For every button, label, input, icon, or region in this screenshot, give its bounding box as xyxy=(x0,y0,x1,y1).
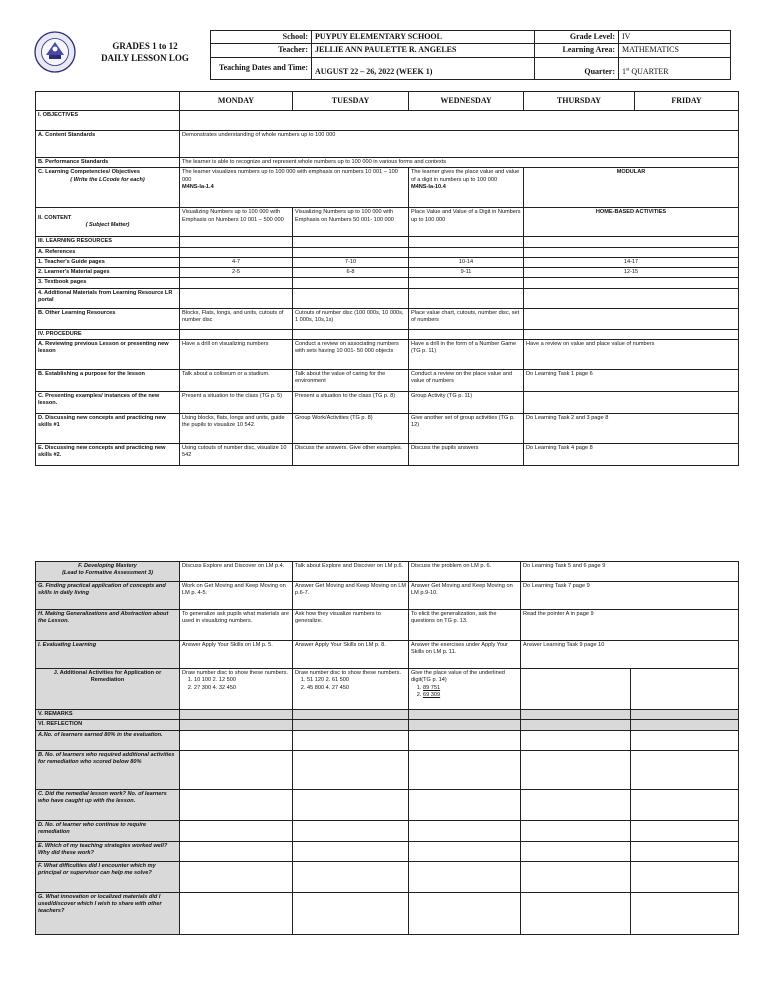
teachers-guide-label: 1. Teacher's Guide pages xyxy=(36,257,180,267)
procedure-f-tuesday: Talk about Explore and Discover on LM p.6. xyxy=(293,562,409,582)
competencies-label xyxy=(36,168,180,208)
reflection-a-label: A.No. of learners earned 80% in the evaluation. xyxy=(36,730,180,750)
procedure-j-wednesday-item2: 2. 69 309 xyxy=(423,692,518,699)
content-label-line2: ( Subject Matter) xyxy=(85,222,130,229)
content-label xyxy=(36,208,180,237)
day-header-wednesday: WEDNESDAY xyxy=(409,92,524,111)
procedure-b-monday: Talk about a coliseum or a stadium. xyxy=(180,369,293,391)
day-header-tuesday: TUESDAY xyxy=(293,92,409,111)
procedure-a-tuesday: Conduct a review on associating numbers with sets having 10 001- 50 000 objects xyxy=(293,339,409,369)
home-based-label: HOME-BASED ACTIVITIES xyxy=(524,208,739,237)
procedure-f-monday: Discuss Explore and Discover on LM p.4. xyxy=(180,562,293,582)
reflection-b-label: B. No. of learners who required additional activities for remediation who scored below 80% xyxy=(36,750,180,789)
dates-label: Teaching Dates and Time: xyxy=(211,57,312,79)
procedure-heading: IV. PROCEDURE xyxy=(36,329,180,339)
procedure-i-wednesday: Answer the exercises under Apply Your Skills on LM p. 11. xyxy=(409,641,521,669)
procedure-j-wednesday-text: Give the place value of the underlined digit(TG p. 14) xyxy=(411,670,505,684)
procedure-j-monday-text: Draw number disc to show these numbers. xyxy=(182,670,289,676)
procedure-j-tuesday-item1: 1. 51 120 2. 61 500 xyxy=(307,677,406,684)
procedure-c-wednesday: Group Activity (TG p. 11) xyxy=(409,391,524,413)
teacher-label: Teacher: xyxy=(211,44,312,57)
lm-pages-tuesday: 6-8 xyxy=(293,268,409,278)
procedure-f-label xyxy=(36,562,180,582)
quarter-number: 1 xyxy=(622,67,626,77)
procedure-e-monday: Using cutouts of number disc, visualize 10 542 xyxy=(180,443,293,465)
tg-pages-wednesday: 10-14 xyxy=(409,257,524,267)
reflection-g-label: G. What innovation or localized materials did I used/discover which I wish to share with other teachers? xyxy=(36,892,180,934)
procedure-j-tuesday-item2: 2. 45 800 4. 27 450 xyxy=(307,685,406,692)
procedure-a-label: A. Reviewing previous Lesson or presenting new lesson xyxy=(36,339,180,369)
procedure-j-wednesday-item1: 1. 89 751 xyxy=(423,685,518,692)
procedure-j-tuesday xyxy=(293,669,409,710)
grade-value: IV xyxy=(619,31,731,44)
procedure-h-monday: To generalize ask pupils what materials are used in visualizing numbers. xyxy=(180,610,293,641)
content-standards-value: Demonstrates understanding of whole numbers up to 100 000 xyxy=(180,131,739,158)
procedure-d-tuesday: Group Work/Activities (TG p. 8) xyxy=(293,413,409,443)
day-header-thursday: THURSDAY xyxy=(524,92,635,111)
procedure-i-thursday: Answer Learning Task 9 page 10 xyxy=(521,641,739,669)
procedure-a-monday: Have a drill on visualizing numbers xyxy=(180,339,293,369)
tg-pages-tuesday: 7-10 xyxy=(293,257,409,267)
procedure-b-label: B. Establishing a purpose for the lesson xyxy=(36,369,180,391)
procedure-e-tuesday: Discuss the answers. Give other examples. xyxy=(293,443,409,465)
dates-value: AUGUST 22 – 26, 2022 (WEEK 1) xyxy=(312,57,535,79)
grade-label: Grade Level: xyxy=(535,31,619,44)
procedure-g-tuesday: Answer Get Moving and Keep Moving on LM p.6-7. xyxy=(293,582,409,610)
day-header-monday: MONDAY xyxy=(180,92,293,111)
procedure-i-tuesday: Answer Apply Your Skills on LM p. 8. xyxy=(293,641,409,669)
day-header-friday: FRIDAY xyxy=(635,92,739,111)
procedure-c-thursday xyxy=(524,391,739,413)
performance-standards-value: The learner is able to recognize and represent whole numbers up to 100 000 in various forms and contexts xyxy=(180,158,739,168)
header-info-table xyxy=(210,30,731,80)
competencies-wed xyxy=(409,168,524,208)
reflection-c-label: C. Did the remedial lesson work? No. of learners who have caught up with the lesson. xyxy=(36,789,180,820)
competencies-mon-tue-text: The learner visualizes numbers up to 100 000 with emphasis on numbers 10 001 – 100 000 xyxy=(182,169,398,183)
competencies-wed-text: The learner gives the place value and value of a digit in numbers up to 100 000 xyxy=(411,169,520,183)
lesson-log-table-1 xyxy=(35,91,739,466)
reflection-heading: VI. REFLECTION xyxy=(36,720,180,730)
procedure-h-wednesday: To elicit the generalization, ask the questions on TG p. 13. xyxy=(409,610,521,641)
procedure-g-thursday: Do Learning Task 7 page 9 xyxy=(521,582,739,610)
reflection-d-label: D. No. of learner who continue to require remediation xyxy=(36,820,180,841)
deped-seal-logo xyxy=(34,31,76,73)
procedure-b-wednesday: Conduct a review on the place value and value of numbers xyxy=(409,369,524,391)
area-label: Learning Area: xyxy=(535,44,619,57)
competencies-wed-code: M4NS-Ia-10.4 xyxy=(411,183,446,190)
procedure-f-label-line1: F. Developing Mastery xyxy=(78,563,137,569)
content-standards-label: A. Content Standards xyxy=(36,131,180,158)
reflection-e-label: E. Which of my teaching strategies worked well? Why did these work? xyxy=(36,841,180,861)
references-label: A. References xyxy=(36,247,180,257)
school-value: PUYPUY ELEMENTARY SCHOOL xyxy=(312,31,535,44)
lm-pages-monday: 2-5 xyxy=(180,268,293,278)
form-title xyxy=(80,40,210,64)
procedure-f-thursday: Do Learning Task 5 and 6 page 9 xyxy=(521,562,739,582)
procedure-g-label: G. Finding practical application of concepts and skills in daily living xyxy=(36,582,180,610)
tg-pages-thursday: 14-17 xyxy=(524,257,739,267)
procedure-g-wednesday: Answer Get Moving and Keep Moving on LM p.9-10. xyxy=(409,582,521,610)
content-monday: Visualizing Numbers up to 100 000 with Emphasis on Numbers 10 001 – 500 000 xyxy=(180,208,293,237)
learners-material-label: 2. Learner's Material pages xyxy=(36,268,180,278)
teacher-value: JELLIE ANN PAULETTE R. ANGELES xyxy=(312,44,535,57)
procedure-j-wednesday xyxy=(409,669,521,710)
procedure-e-thursday: Do Learning Task 4 page 8 xyxy=(524,443,739,465)
procedure-c-tuesday: Present a situation to the class (TG p. 8) xyxy=(293,391,409,413)
procedure-f-wednesday: Discuss the problem on LM p. 6. xyxy=(409,562,521,582)
objectives-heading: I. OBJECTIVES xyxy=(36,111,180,131)
content-label-line1: II. CONTENT xyxy=(38,215,72,221)
reflection-f-label: F. What difficulties did I encounter which my principal or supervisor can help me solve? xyxy=(36,861,180,892)
lm-pages-thursday: 12-15 xyxy=(524,268,739,278)
procedure-g-monday: Work on Get Moving and Keep Moving on LM p. 4-5. xyxy=(180,582,293,610)
procedure-e-label: E. Discussing new concepts and practicing new skills #2. xyxy=(36,443,180,465)
procedure-j-monday-item2: 2. 27 300 4. 32 450 xyxy=(194,685,290,692)
modular-label: MODULAR xyxy=(524,168,739,208)
learning-resources-label: III. LEARNING RESOURCES xyxy=(36,237,180,247)
content-wednesday: Place Value and Value of a Digit in Numbers up to 100 000 xyxy=(409,208,524,237)
tg-pages-monday: 4-7 xyxy=(180,257,293,267)
procedure-c-label: C. Presenting examples/ instances of the new lesson. xyxy=(36,391,180,413)
other-resources-monday: Blocks, Flats, longs, and units, cutouts of number disc xyxy=(180,308,293,329)
other-resources-tuesday: Cutouts of number disc (100 000s, 10 000s, 1 000s, 10s,1s) xyxy=(293,308,409,329)
procedure-d-monday: Using blocks, flats, longs and units, guide the pupils to visualize 10 542. xyxy=(180,413,293,443)
other-resources-wednesday: Place value chart, cutouts, number disc, set of numbers xyxy=(409,308,524,329)
procedure-d-label: D. Discussing new concepts and practicing new skills #1 xyxy=(36,413,180,443)
content-tuesday: Visualizing Numbers up to 100 000 with Emphasis on Numbers 50 001- 100 000 xyxy=(293,208,409,237)
procedure-a-thursday: Have a review on value and place value of numbers xyxy=(524,339,739,369)
procedure-j-monday xyxy=(180,669,293,710)
procedure-c-monday: Present a situation to the class (TG p. 5) xyxy=(180,391,293,413)
procedure-h-thursday: Read the pointer A in page 9 xyxy=(521,610,739,641)
quarter-label: Quarter: xyxy=(535,57,619,79)
form-title-line1: GRADES 1 to 12 xyxy=(112,41,178,51)
competencies-label-line1: C. Learning Competencies/ Objectives xyxy=(38,169,140,176)
procedure-h-tuesday: Ask how they visualize numbers to generalize. xyxy=(293,610,409,641)
procedure-i-label: I. Evaluating Learning xyxy=(36,641,180,669)
procedure-e-wednesday: Discuss the pupils answers xyxy=(409,443,524,465)
performance-standards-label: B. Performance Standards xyxy=(36,158,180,168)
procedure-i-monday: Answer Apply Your Skills on LM p. 5. xyxy=(180,641,293,669)
procedure-f-label-line2: (Lead to Formative Assessment 3) xyxy=(62,570,153,577)
area-value: MATHEMATICS xyxy=(619,44,731,57)
lm-pages-wednesday: 9-11 xyxy=(409,268,524,278)
procedure-d-thursday: Do Learning Task 2 and 3 page 8 xyxy=(524,413,739,443)
procedure-b-thursday: Do Learning Task 1 page 6 xyxy=(524,369,739,391)
procedure-j-label: J. Additional Activities for Application or Remediation xyxy=(36,669,180,710)
quarter-value xyxy=(619,57,731,79)
remarks-heading: V. REMARKS xyxy=(36,710,180,720)
procedure-h-label: H. Making Generalizations and Abstraction about the Lesson. xyxy=(36,610,180,641)
other-resources-label: B. Other Learning Resources xyxy=(36,308,180,329)
textbook-pages-label: 3. Textbook pages xyxy=(36,278,180,288)
procedure-j-tuesday-text: Draw number disc to show these numbers. xyxy=(295,670,402,676)
competencies-mon-tue xyxy=(180,168,409,208)
quarter-text: QUARTER xyxy=(629,67,669,77)
form-title-line2: DAILY LESSON LOG xyxy=(101,53,189,64)
procedure-b-tuesday: Talk about the value of caring for the environment xyxy=(293,369,409,391)
competencies-label-line2: ( Write the LCcode for each) xyxy=(70,176,145,183)
procedure-d-wednesday: Give another set of group activities (TG p. 12) xyxy=(409,413,524,443)
procedure-j-monday-item1: 1. 10 100 2. 12 500 xyxy=(194,677,290,684)
procedure-a-wednesday: Have a drill in the form of a Number Game (TG p. 11) xyxy=(409,339,524,369)
lesson-log-table-2 xyxy=(35,561,739,935)
competencies-mon-tue-code: M4NS-Ia-1.4 xyxy=(182,183,214,190)
quarter-suffix: st xyxy=(626,67,630,73)
school-label: School: xyxy=(211,31,312,44)
additional-materials-label: 4. Additional Materials from Learning Resource LR portal xyxy=(36,288,180,308)
